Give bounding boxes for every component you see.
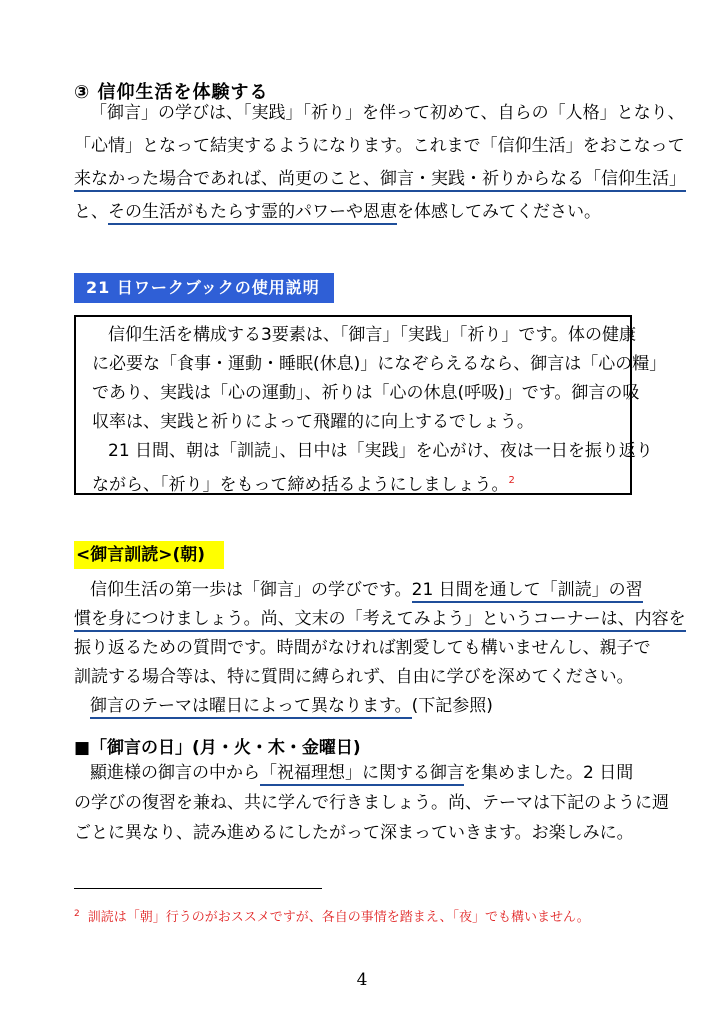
underlined-text: 慣を身につけましょう。尚、文末の「考えてみよう」というコーナーは、内容を: [74, 609, 686, 632]
underlined-text: 「祝福理想」に関する御言: [260, 763, 464, 786]
page-number: 4: [356, 970, 368, 990]
text-segment: 信仰生活の第一歩は「御言」の学びです。: [90, 580, 412, 600]
workbook-label: 21 日ワークブックの使用説明: [74, 273, 334, 303]
footnote-rule: [74, 888, 322, 889]
underlined-text: 21 日間を通して「訓読」の習: [412, 580, 643, 603]
underlined-text: 御言のテーマは曜日によって異なります。: [90, 696, 412, 719]
text-line: 「御言」の学びは、「実践」「祈り」を伴って初めて、自らの「人格」となり、: [90, 103, 685, 123]
text-line: 信仰生活を構成する3要素は、「御言」「実践」「祈り」です。体の健康: [108, 325, 636, 345]
footnote: [74, 906, 590, 925]
text-segment: (下記参照): [411, 696, 493, 716]
workbook-frame: [74, 315, 667, 495]
morning-paragraph: [74, 574, 686, 724]
days-paragraph: [74, 757, 669, 857]
text-line: 収率は、実践と祈りによって飛躍的に向上するでしょう。: [92, 412, 534, 432]
underlined-text: 来なかった場合であれば、尚更のこと、御言・実践・祈りからなる「信仰生活」: [74, 169, 686, 192]
text-line: 訓読する場合等は、特に質問に縛られず、自由に学びを深めてください。: [74, 667, 634, 687]
morning-label: <御言訓読>(朝): [74, 541, 224, 569]
section-heading: ③ 信仰生活を体験する: [74, 82, 269, 103]
text-segment: ながら、「祈り」をもって締め括るようにしましょう。: [92, 475, 509, 495]
text-segment: を体感してみてください。: [397, 202, 601, 222]
text-line: 21 日間、朝は「訓読」、日中は「実践」を心がけ、夜は一日を振り返り: [108, 441, 653, 461]
footnote-ref[interactable]: 2: [508, 475, 515, 486]
section3-paragraph: [74, 97, 686, 229]
footnote-number: 2: [74, 909, 80, 919]
text-segment: 顯進様の御言の中から: [90, 763, 260, 783]
text-line: [74, 196, 601, 229]
text-line: 振り返るための質問です。時間がなければ割愛しても構いませんし、親子で: [74, 638, 651, 658]
text-line: [92, 464, 515, 502]
text-line: [90, 757, 633, 790]
footnote-text: 訓読は「朝」行うのがおススメですが、各自の事情を踏まえ、「夜」でも構いません。: [87, 910, 590, 925]
text-line: であり、実践は「心の運動」、祈りは「心の休息(呼吸)」です。御言の吸: [92, 383, 640, 403]
text-segment: 「心情」となって結実するようになります。これまで「信仰生活」をおこなって: [74, 136, 685, 156]
text-line: [74, 130, 685, 163]
text-line: ごとに異なり、読み進めるにしたがって深まっていきます。お楽しみに。: [74, 823, 634, 843]
underlined-text: その生活がもたらす霊的パワーや恩恵: [108, 202, 397, 225]
text-line: の学びの復習を兼ね、共に学んで行きましょう。尚、テーマは下記のように週: [74, 793, 669, 813]
text-line: に必要な「食事・運動・睡眠(休息)」になぞらえるなら、御言は「心の糧」: [92, 354, 667, 374]
text-line: [90, 690, 493, 723]
text-segment: を集めました。2 日間: [464, 763, 634, 783]
days-heading: ■「御言の日」(月・火・木・金曜日): [74, 738, 361, 758]
text-line: [74, 163, 686, 196]
text-segment: と、: [74, 202, 108, 222]
